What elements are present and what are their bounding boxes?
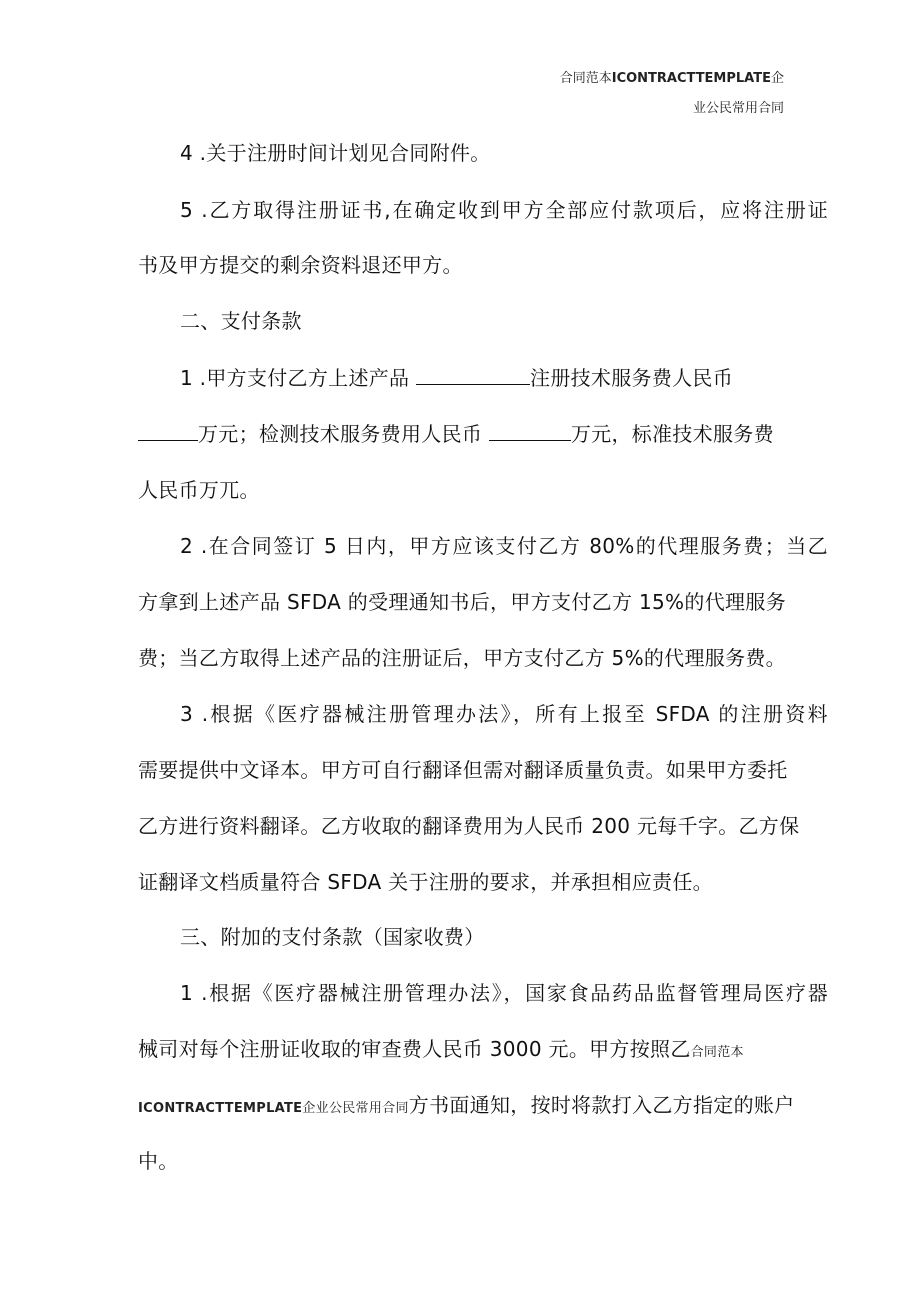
additional-1-line-4: 中。: [138, 1149, 179, 1173]
inline-watermark-brand: ICONTRACTTEMPLATE: [138, 1101, 303, 1116]
clause-5-line-1: 5 .乙方取得注册证书,在确定收到甲方全部应付款项后，应将注册证: [180, 198, 828, 222]
clause-5-line-2: 书及甲方提交的剩余资料退还甲方。: [138, 253, 463, 277]
blank-product: [416, 364, 530, 385]
payment-1-text-a: 1 .甲方支付乙方上述产品: [180, 366, 410, 390]
header-suffix: 企: [770, 71, 784, 86]
payment-3-line-4: 证翻译文档质量符合 SFDA 关于注册的要求，并承担相应责任。: [138, 870, 713, 894]
clause-4: 4 .关于注册时间计划见合同附件。: [180, 141, 491, 165]
payment-3-line-1: 3 .根据《医疗器械注册管理办法》，所有上报至 SFDA 的注册资料: [180, 702, 828, 726]
section-2-heading: 二、支付条款: [180, 309, 302, 333]
payment-1-line-2: [138, 420, 786, 448]
page-header: [560, 64, 784, 124]
inline-watermark-1: 合同范本: [690, 1045, 744, 1060]
payment-1-text-d: 万元，标准技术服务费: [570, 422, 774, 446]
header-prefix: 合同范本: [559, 71, 612, 86]
header-line-1: [560, 64, 784, 94]
additional-1-text-a: 械司对每个注册证收取的审查费人民币 3000 元。甲方按照乙: [138, 1037, 691, 1061]
payment-3-line-3: 乙方进行资料翻译。乙方收取的翻译费用为人民币 200 元每千字。乙方保: [138, 814, 800, 838]
section-3-heading: 三、附加的支付条款（国家收费）: [180, 925, 485, 949]
blank-registration-fee: [138, 420, 198, 441]
header-line-2: 业公民常用合同: [692, 101, 784, 116]
additional-1-line-2: [138, 1035, 786, 1067]
payment-2-line-2: 方拿到上述产品 SFDA 的受理通知书后，甲方支付乙方 15%的代理服务: [138, 590, 786, 614]
additional-1-line-1: 1 .根据《医疗器械注册管理办法》，国家食品药品监督管理局医疗器: [180, 981, 828, 1005]
payment-1-text-c: 万元；检测技术服务费用人民币: [198, 422, 483, 446]
payment-3-line-2: 需要提供中文译本。甲方可自行翻译但需对翻译质量负责。如果甲方委托: [138, 758, 788, 782]
blank-testing-fee: [489, 420, 571, 441]
inline-watermark-2: 企业公民常用合同: [302, 1101, 409, 1116]
payment-1-line-3: 人民币万兀。: [138, 478, 260, 502]
additional-1-text-b: 方书面通知，按时将款打入乙方指定的账户: [408, 1093, 795, 1117]
payment-1-text-b: 注册技术服务费人民币: [530, 366, 734, 390]
header-brand: ICONTRACTTEMPLATE: [611, 71, 771, 86]
payment-2-line-1: 2 .在合同签订 5 日内，甲方应该支付乙方 80%的代理服务费；当乙: [180, 534, 828, 558]
additional-1-line-3: [138, 1091, 795, 1123]
payment-1-line-1: [138, 364, 828, 392]
payment-2-line-3: 费；当乙方取得上述产品的注册证后，甲方支付乙方 5%的代理服务费。: [138, 646, 786, 670]
